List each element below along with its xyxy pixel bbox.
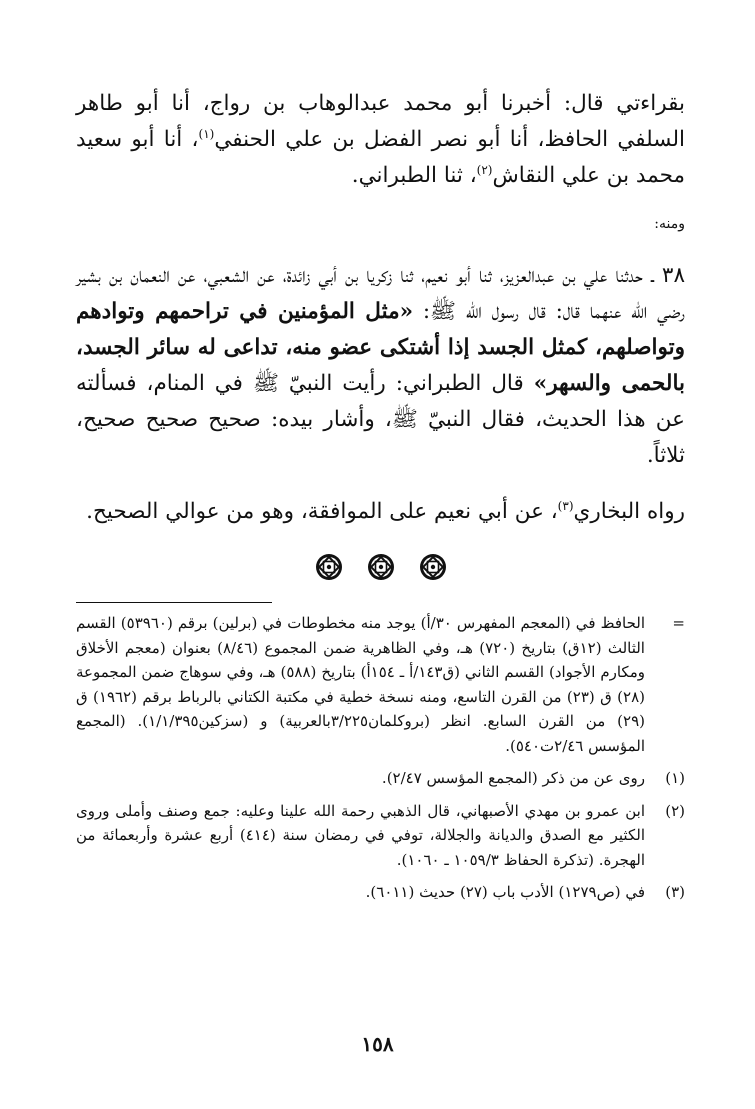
footnote-ref-1[interactable]: (١) (198, 126, 215, 141)
ornament-icon (314, 552, 344, 582)
footnote-mark: (٢) (665, 801, 685, 820)
isnad-text-3: ، ثنا الطبراني. (351, 163, 477, 188)
takhrij-text-2: ، عن أبي نعيم على الموافقة، وهو من عوالي الصحيح. (86, 499, 558, 524)
footnote-1 (76, 766, 685, 791)
ornament-icon (366, 552, 396, 582)
hadith-paragraph (76, 258, 685, 474)
footnote-continuation (76, 611, 685, 758)
footnote-text: الحافظ في (المعجم المفهرس ٣٠/أ) يوجد منه مخطوطات في (برلين) برقم (٥٣٩٦٠) القسم الثالث (١٢ق) بتاريخ (٧٢٠) هـ، وفي الظاهرية ضمن المجموع (٨/٤٦) بعنوان (معجم الأخلاق ومكارم الأجواد) القسم الثاني (ق١٤٣/أ ـ ١٥٤أ) بتاريخ (٥٨٨) هـ، وفي سوهاج ضمن المجموعة (٢٨) ق (٢٣) من القرن التاسع، ومنه نسخة خطية في مكتبة الكتاني بالرباط برقم (١٩٦٢) ق (٢٩) من القرن السابع. انظر (بروكلمان٣/٢٢٥بالعربية) و (سزكين١/١/٣٩٥). (المجمع المؤسس ٢/٤٦ت٥٤٠). (76, 614, 645, 755)
footnote-2 (76, 799, 685, 873)
isnad-text-1: بقراءتي قال: أخبرنا أبو محمد عبدالوهاب بن رواج، أنا أبو طاهر السلفي الحافظ، أنا أبو نصر الفضل بن علي الحنفي (76, 91, 685, 152)
footnote-ref-3[interactable]: (٣) (557, 498, 574, 513)
section-label: ومنه: (654, 216, 685, 232)
footnote-mark: (١) (665, 769, 685, 787)
hadith-chain-text: ٣٨ ـ حدثنا علي بن عبدالعزيز، ثنا أبو نعيم، ثنا زكريا بن أبي زائدة، عن الشعبي، عن النعمان بن بشير رضي الله عنهما قال: قال رسول الله ﷺ: (76, 263, 685, 324)
footnote-separator-wrap (76, 602, 685, 603)
page-content (76, 86, 685, 913)
section-divider-ornaments (76, 552, 685, 582)
footnotes (76, 611, 685, 905)
isnad-paragraph (76, 86, 685, 194)
hadith-matn: «مثل المؤمنين في تراحمهم وتوادهم وتواصلهم، كمثل الجسد إذا أشتكى عضو منه، تداعى له سائر الجسد، بالحمى والسهر» (76, 299, 685, 396)
footnote-3 (76, 880, 685, 905)
page-number: ١٥٨ (361, 1032, 394, 1056)
takhrij-text-1: رواه البخاري (573, 499, 685, 524)
footnote-text: ابن عمرو بن مهدي الأصبهاني، قال الذهبي رحمة الله علينا وعليه: جمع وصنف وأملى وروى الكثير مع الصدق والديانة والجلالة، توفي في رمضان سنة (٤١٤) أربع عشرة وأربعمائة من الهجرة. (تذكرة الحفاظ ١٠٥٩/٣ ـ ١٠٦٠). (76, 801, 645, 869)
footnote-text: روى عن من ذكر (المجمع المؤسس ٢/٤٧). (381, 769, 645, 787)
footnote-text: في (ص١٢٧٩) الأدب باب (٢٧) حديث (٦٠١١). (365, 883, 645, 901)
footnote-separator (76, 602, 272, 603)
footnote-mark: = (672, 614, 685, 632)
isnad-text-2: ، أنا أبو سعيد محمد بن علي النقاش (76, 127, 685, 188)
footnote-mark: (٣) (665, 883, 685, 901)
takhrij-paragraph (76, 494, 685, 530)
ornament-icon (418, 552, 448, 582)
hadith-commentary: قال الطبراني: رأيت النبيّ ﷺ في المنام، فسألته عن هذا الحديث، فقال النبيّ ﷺ، وأشار بيده: صحيح صحيح صحيح، ثلاثاً. (76, 371, 685, 468)
footnote-ref-2[interactable]: (٢) (476, 162, 493, 177)
